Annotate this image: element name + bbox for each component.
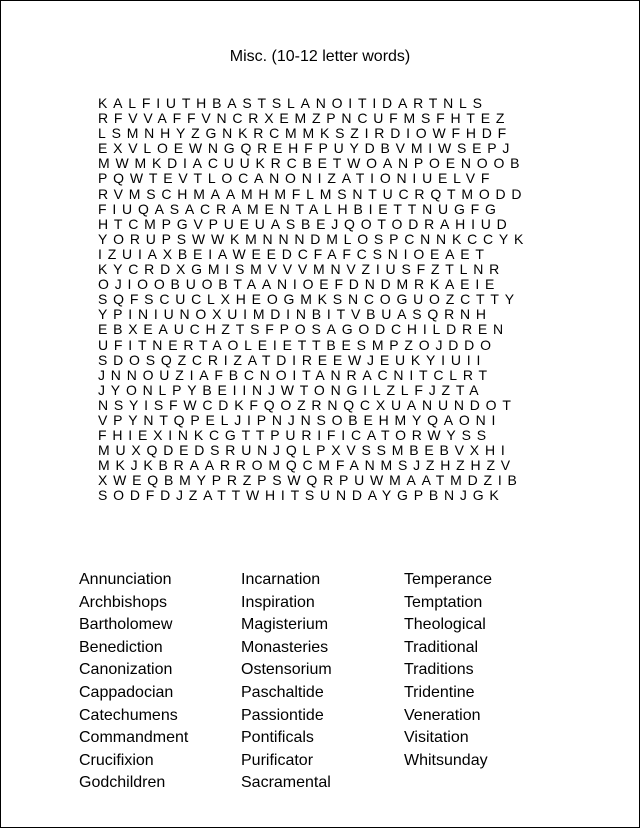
- grid-row: RVMSCHMAAMHMFLMSNTUCRQTMODD: [98, 185, 528, 202]
- grid-row: FHIEXINKCGTTPURIFICATORWYSS: [98, 427, 492, 444]
- word-item: Bartholomew: [79, 616, 173, 634]
- word-item: Magisterium: [241, 616, 329, 634]
- word-item: Benediction: [79, 638, 163, 656]
- grid-row: OJIOOBUOBTAANIOEFDNDMRKAEIE: [98, 276, 501, 293]
- word-item: Temptation: [404, 593, 483, 611]
- grid-row: PQWTEVTLOCANONIZATIONIUELVF: [98, 170, 496, 187]
- grid-row: MKJKBRAARROMQCMFANMSJZHZHZV: [98, 457, 516, 474]
- word-list: [79, 569, 559, 795]
- grid-row: SDOSQZCRIZATDIREEWJEUKYIUII: [98, 351, 487, 368]
- grid-row: SQFSCUCLXHEOGMKSNCOGUOZCTTY: [98, 291, 520, 308]
- grid-row: UFITNERTAOLEIETTBESMPZOJDDO: [98, 336, 497, 353]
- grid-row: IZUIAXBEIAWEEDCFAFCSNIOEAET: [98, 245, 490, 262]
- grid-row: EBXEAUCHZTSFPOSAGODCHILDREN: [98, 321, 509, 338]
- grid-row: SODFDJZATTWHITSUNDAYGPBNJGK: [98, 487, 505, 504]
- word-item: Incarnation: [241, 571, 321, 588]
- grid-row: RFVVAFFVNCRXEMZPNCUFMSFHTEZ: [98, 110, 511, 127]
- word-item: Inspiration: [241, 593, 315, 611]
- word-column-1: [79, 569, 241, 795]
- grid-row: EXVLOEWNGQREHFPUYDBVMIWSEPJ: [98, 140, 516, 157]
- grid-row: LSMNHYZGNKRCMMKSZIRDIOWFHDF: [98, 125, 513, 142]
- grid-row: XWEQBMYPRZPSWQRPUWMAATMDZIB: [98, 472, 523, 489]
- puzzle-title: Misc. (10-12 letter words): [229, 48, 411, 65]
- grid-row: MWMKDIACUUKRCBETWOANPOENOOB: [98, 155, 526, 172]
- grid-row: FIUQASACRAMENTALHBIETTNUGFG: [98, 200, 502, 217]
- word-item: Cappadocian: [79, 683, 174, 701]
- grid-row: MUXQDEDSRUNJQLPXVSSMBEBVXHI: [98, 442, 511, 459]
- word-item: Ostensorium: [241, 661, 332, 679]
- word-item: Godchildren: [79, 774, 166, 792]
- grid-row: YPINIUNOXUIMDINBITVBUASQRNH: [98, 306, 492, 323]
- word-item: Traditional: [404, 638, 479, 656]
- grid-row: HTCMPGVPUEUASBEJQOTODRAHIUD: [98, 215, 513, 232]
- word-item: Visitation: [404, 729, 469, 747]
- word-column-3: [404, 569, 554, 795]
- word-item: Commandment: [79, 729, 189, 747]
- word-item: Theological: [404, 616, 486, 634]
- word-item: Traditions: [404, 661, 474, 679]
- word-item: Canonization: [79, 661, 173, 679]
- grid-row: NSYISFWCDKFQOZRNQCXUANUNDOT: [98, 396, 517, 413]
- word-item: Passiontide: [241, 706, 324, 724]
- word-item: Archbishops: [79, 593, 168, 611]
- word-item: Annunciation: [79, 571, 172, 588]
- word-item: Veneration: [404, 706, 481, 724]
- grid-row: KYCRDXGMISMVVVMNVZIUSFZTLNR: [98, 261, 506, 278]
- word-item: Purificator: [241, 751, 314, 769]
- grid-row: JNNOUZIAFBCNOITANRACNITCLRT: [98, 366, 493, 383]
- word-item: Catechumens: [79, 706, 178, 724]
- grid-row: YORUPSWWKMNNNDMLOSPCNNKCCYK: [98, 230, 530, 247]
- grid-row: VPYNTQPELJIPNJNSOBEHMYQAONI: [98, 411, 502, 428]
- word-item: Monasteries: [241, 638, 329, 656]
- word-item: Pontificals: [241, 729, 314, 747]
- word-item: Crucifixion: [79, 751, 154, 769]
- word-column-2: [241, 569, 404, 795]
- word-item: Whitsunday: [404, 751, 488, 769]
- word-item: Sacramental: [241, 774, 331, 792]
- grid-row: KALFIUTHBASTSLANOITIDARTNLS: [98, 95, 488, 111]
- letter-grid: [98, 96, 552, 504]
- word-item: Tridentine: [404, 683, 475, 701]
- grid-row: JYONLPYBEIINJWTONGILZLFJZTA: [98, 381, 485, 398]
- word-item: Temperance: [404, 571, 493, 588]
- word-item: Paschaltide: [241, 683, 324, 701]
